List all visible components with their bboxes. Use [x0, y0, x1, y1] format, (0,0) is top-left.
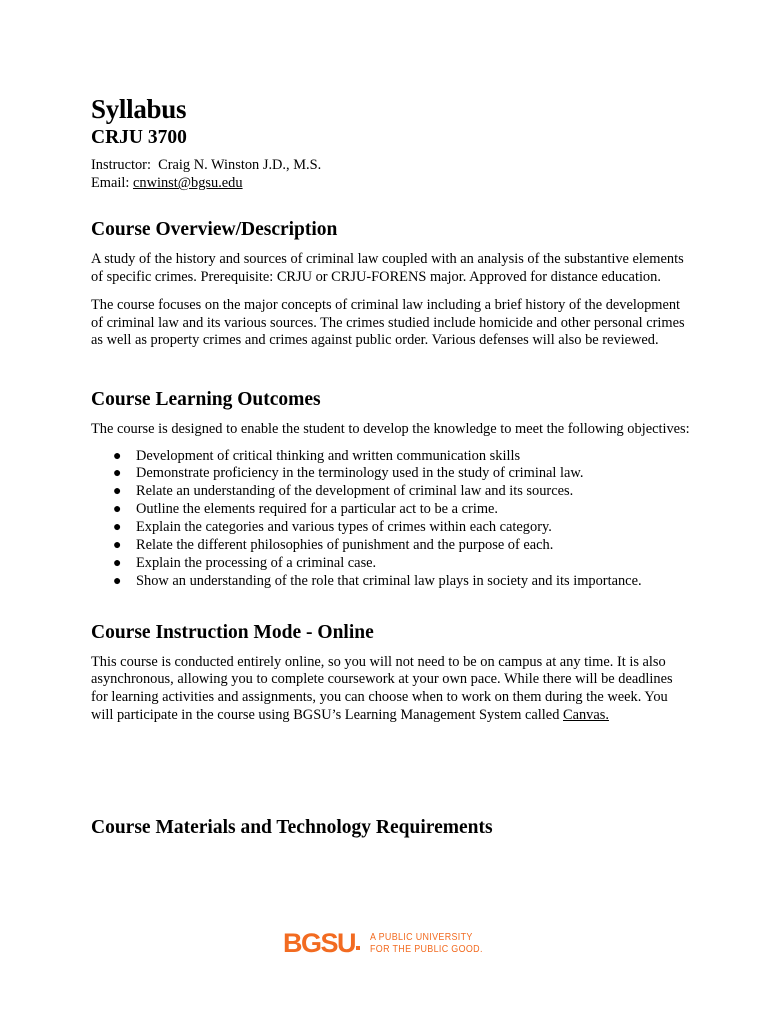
bgsu-logo [283, 928, 360, 958]
list-item [91, 555, 691, 573]
bgsu-tagline [370, 931, 483, 955]
outcome-text: Outline the elements required for a particular act to be a crime. [136, 501, 499, 518]
instruction-text: This course is conducted entirely online, so you will not need to be on campus at any time. It is also asynchronous, allowing you to complete coursework at your own pace. While there will be deadlines for learning activities and assignments, you can choose when to work on them during the week. You will participate in the course using BGSU’s Learning Management System called [91, 653, 673, 723]
email-link[interactable]: cnwinst@bgsu.edu [132, 175, 243, 191]
list-item [91, 483, 691, 501]
instructor-name: Craig N. Winston J.D., M.S. [158, 157, 322, 173]
bullet-icon: ● [113, 502, 122, 518]
bullet-icon: ● [113, 538, 122, 554]
bgsu-logo-text: BGSU [283, 928, 356, 958]
bullet-icon: ● [113, 556, 122, 571]
tagline-line-2: FOR THE PUBLIC GOOD. [370, 943, 483, 955]
outcomes-intro: The course is designed to enable the student to develop the knowledge to meet the following objectives: [91, 420, 690, 437]
instructor-label: Instructor: [91, 157, 151, 173]
tagline-line-1: A PUBLIC UNIVERSITY [370, 931, 473, 943]
outcome-text: Demonstrate proficiency in the terminology used in the study of criminal law. [136, 465, 584, 482]
page-title: Syllabus [91, 94, 187, 124]
overview-paragraph-2: The course focuses on the major concepts of criminal law including a brief history of the development of criminal law and its various sources. The crimes studied include homicide and other personal crimes as well as property crimes and crimes against public order. Various defenses will also be reviewed. [91, 297, 685, 349]
bullet-icon: ● [113, 466, 122, 482]
email-line [91, 174, 691, 192]
list-item [91, 448, 691, 466]
list-item [91, 465, 691, 483]
outcome-text: Show an understanding of the role that criminal law plays in society and its importance. [136, 572, 642, 589]
email-label: Email: [91, 175, 130, 191]
instruction-heading: Course Instruction Mode - Online [91, 621, 374, 643]
list-item [91, 501, 691, 519]
materials-heading: Course Materials and Technology Requirements [91, 817, 493, 839]
instruction-paragraph [91, 654, 691, 724]
bullet-icon: ● [113, 484, 122, 500]
outcomes-list [91, 448, 691, 591]
bgsu-footer-logo [283, 928, 503, 958]
outcomes-heading: Course Learning Outcomes [91, 388, 321, 410]
bullet-icon: ● [113, 448, 122, 464]
outcome-text: Development of critical thinking and written communication skills [136, 447, 521, 464]
syllabus-page [91, 92, 691, 840]
bullet-icon: ● [113, 520, 122, 536]
overview-paragraph-1: A study of the history and sources of criminal law coupled with an analysis of the substantive elements of specific crimes. Prerequisite: CRJU or CRJU-FORENS major. Approved for distance education. [91, 251, 684, 285]
overview-heading: Course Overview/Description [91, 219, 338, 240]
outcome-text: Relate an understanding of the development of criminal law and its sources. [136, 483, 574, 500]
logo-dot-icon [356, 946, 360, 950]
outcome-text: Explain the processing of a criminal case. [136, 555, 377, 571]
outcome-text: Relate the different philosophies of punishment and the purpose of each. [136, 537, 554, 554]
list-item [91, 573, 691, 591]
list-item [91, 519, 691, 537]
course-code: CRJU 3700 [91, 127, 187, 148]
canvas-link[interactable]: Canvas. [563, 706, 609, 723]
outcome-text: Explain the categories and various types of crimes within each category. [136, 519, 552, 536]
list-item [91, 537, 691, 555]
instructor-line [91, 156, 691, 174]
bullet-icon: ● [113, 573, 122, 589]
